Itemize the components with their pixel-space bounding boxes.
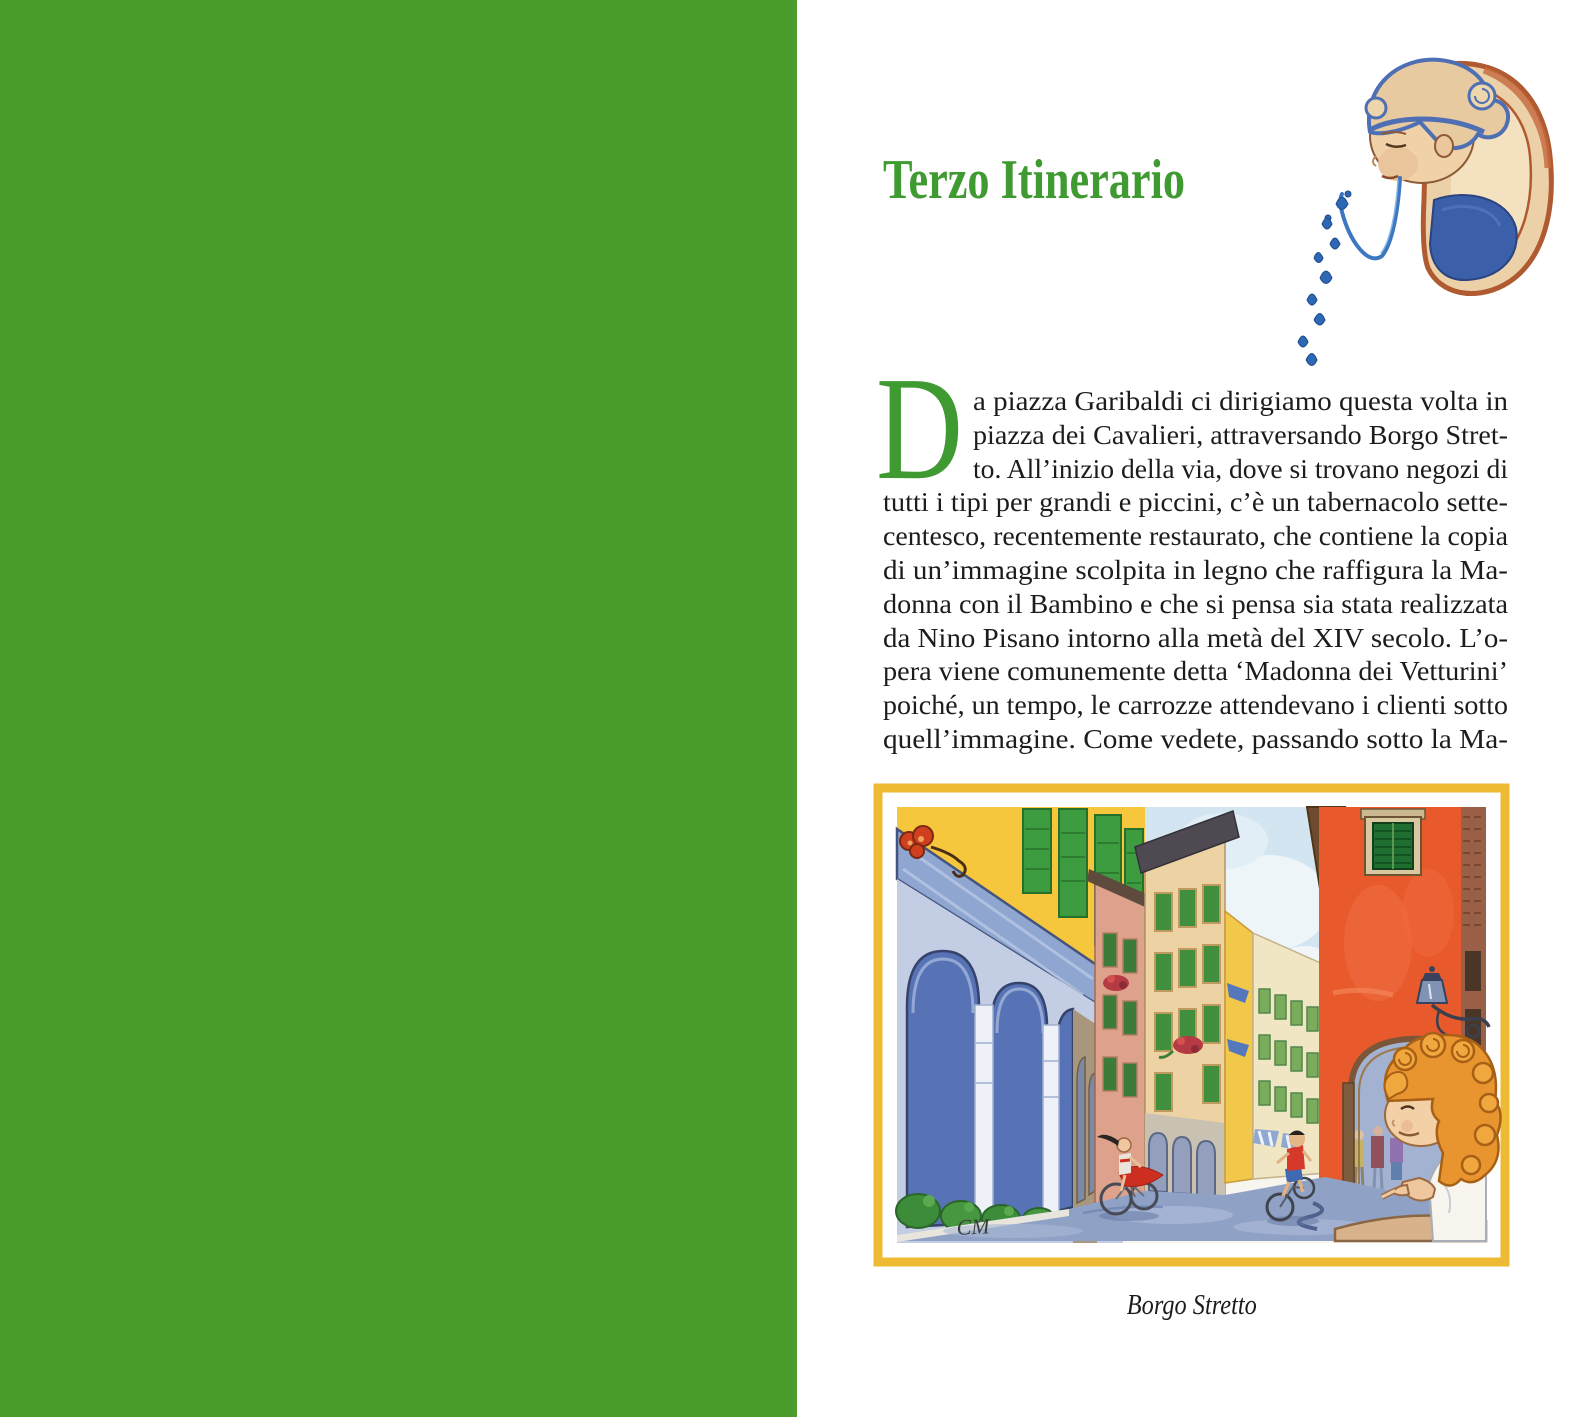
text-line: quell’immagine. Come vedete, passando sotto la Ma- — [883, 723, 1508, 754]
text-line: a piazza Garibaldi ci dirigiamo questa volta in — [973, 386, 1508, 416]
right-page — [797, 0, 1594, 1417]
fountain-spout-illustration — [1270, 52, 1560, 377]
body-paragraph — [876, 347, 1508, 757]
text-line: to. All’inizio della via, dove si trovano negozi di — [973, 453, 1508, 484]
text-line: piazza dei Cavalieri, attraversando Borgo Stret- — [973, 419, 1508, 450]
window-flowers — [1173, 1036, 1203, 1054]
artist-signature: CM — [955, 1213, 991, 1240]
page-title-text: Terzo Itinerario — [883, 149, 1185, 211]
red-shirt — [1287, 1145, 1305, 1171]
water-jet — [1341, 178, 1401, 258]
text-line: tutti i tipi per grandi e piccini, c’è un tabernacolo sette- — [883, 487, 1508, 518]
drop-cap-indented-lines — [883, 385, 1508, 486]
page-title — [883, 149, 1265, 211]
text-line: poiché, un tempo, le carrozze attendevano i clienti sotto — [883, 690, 1508, 721]
illustration-caption: Borgo Stretto — [1126, 1290, 1257, 1321]
hair-curl — [1469, 83, 1495, 109]
putto-ear — [1435, 135, 1453, 157]
text-line: donna con il Bambino e che si pensa sia stata realizzata — [883, 588, 1508, 619]
text-line: da Nino Pisano intorno alla metà del XIV secolo. L’o- — [883, 622, 1508, 653]
text-line: centesco, recentemente restaurato, che contiene la copia — [883, 521, 1508, 552]
drop-cap: D — [876, 347, 963, 511]
text-line: pera viene comunemente detta ‘Madonna dei Vetturini’ — [883, 656, 1508, 687]
street-scene-illustration — [873, 783, 1510, 1267]
text-line: di un’immagine scolpita in legno che raffigura la Ma- — [883, 554, 1508, 585]
